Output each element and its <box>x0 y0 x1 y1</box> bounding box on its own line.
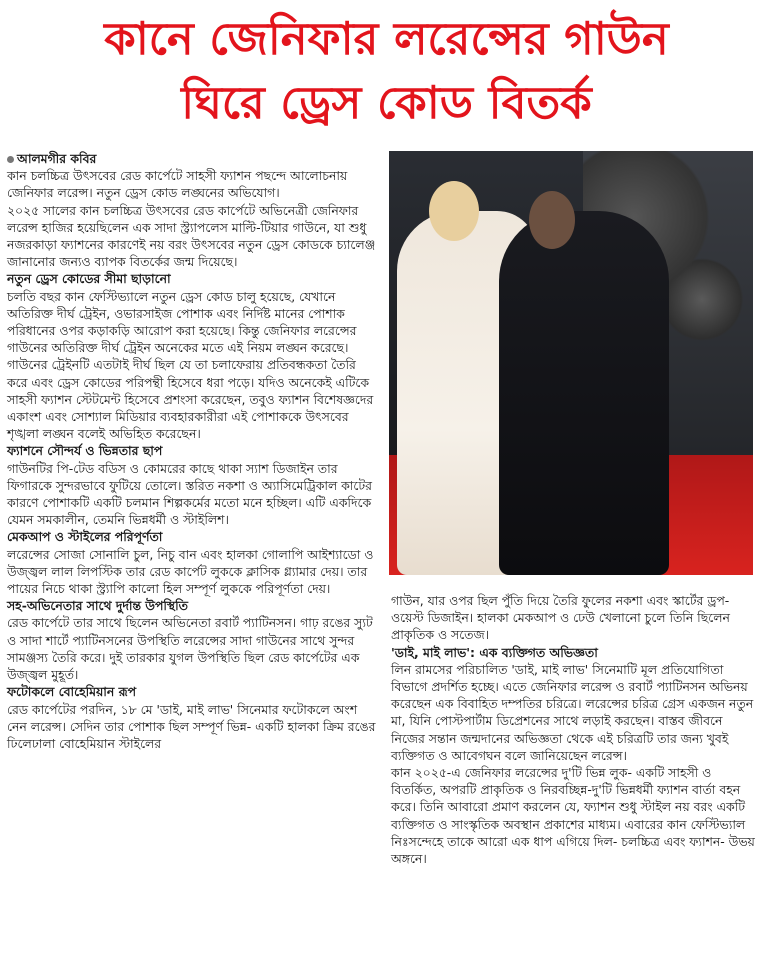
paragraph: চলতি বছর কান ফেস্টিভ্যালে নতুন ড্রেস কোড চালু হয়েছে, যেখানে অতিরিক্ত দীর্ঘ ট্রেইন, ওভারসাইজ পোশাক এবং নির্দিষ্ট মানের পোশাক পরিধানের ওপর কড়াকড়ি আরোপ করা হয়েছে। কিন্তু জেনিফার লরেন্সের গাউনের অতিরিক্ত দীর্ঘ ট্রেইন অনেকের মতে এই নিয়ম লঙ্ঘন করেছে। <box>7 288 357 356</box>
right-column <box>391 592 759 867</box>
headline-line-1: কানে জেনিফার লরেন্সের গাউন <box>104 12 669 65</box>
right-column-body <box>391 592 759 867</box>
paragraph: রেড কার্পেটে তার সাথে ছিলেন অভিনেতা রবার্ট প্যাটিনসন। গাঢ় রঙের স্যুট ও সাদা শার্টে প্যাটিনসনের উপস্থিতি লরেন্সের সাদা গাউনের সাথে সুন্দর সামঞ্জস্য তৈরি করে। দুই তারকার যুগল উপস্থিতি ছিল রেড কার্পেটের এক উজ্জ্বল মুহূর্ত। <box>7 615 373 683</box>
headline-line-2: ঘিরে ড্রেস কোড বিতর্ক <box>181 76 592 129</box>
paragraph: কান ২০২৫-এ জেনিফার লরেন্সের দু'টি ভিন্ন লুক- একটি সাহসী ও বিতর্কিত, অপরটি প্রাকৃতিক ও নিরবচ্ছিন্ন-দু'টি ভিন্নধর্মী ফ্যাশন বার্তা বহন করে। তিনি আবারো প্রমাণ করলেন যে, ফ্যাশন শুধু স্টাইল নয় বরং একটি ব্যক্তিগত ও সাংস্কৃতিক অবস্থান প্রকাশের মাধ্যম। এবারের কান ফেস্টিভ্যাল নিঃসন্দেহে তাকে আরো এক ধাপ এগিয়ে দিল- চলচ্চিত্র এবং ফ্যাশন- উভয় অঙ্গনে। <box>391 765 755 867</box>
paragraph: লিন রামসের পরিচালিত 'ডাই, মাই লাভ' সিনেমাটি মূল প্রতিযোগিতা বিভাগে প্রদর্শিত হচ্ছে। এতে জেনিফার লরেন্স ও রবার্ট প্যাটিনসন অভিনয় করেছেন এক বিবাহিত দম্পতির চরিত্রে। লরেন্সের চরিত্র গ্রেস একজন নতুন মা, যিনি পোস্টপার্টাম ডিপ্রেশনের সাথে লড়াই করছেন। বাস্তব জীবনে নিজের সন্তান জন্মদানের অভিজ্ঞতা থেকে এই চরিত্রটি তার জন্য খুবই ব্যক্তিগত ও আবেগঘন বলে জানিয়েছেন লরেন্স। <box>391 661 754 763</box>
paragraph: ২০২৫ সালের কান চলচ্চিত্র উৎসবের রেড কার্পেটে অভিনেত্রী জেনিফার লরেন্স হাজির হয়েছিলেন এক সাদা স্ট্র্যাপলেস মাল্টি-টিয়ার গাউনে, যা শুধু নজরকাড়া ফ্যাশনের কারণেই নয় বরং উৎসবের নতুন ড্রেস কোডকে চ্যালেঞ্জ জানানোর জন্যও ব্যাপক বিতর্কের জন্ম দিয়েছে। <box>7 202 376 270</box>
left-column-body <box>7 167 379 752</box>
paragraph: কান চলচ্চিত্র উৎসবের রেড কার্পেটে সাহসী ফ্যাশন পছন্দে আলোচনায় জেনিফার লরেন্স। নতুন ড্রেস কোড লঙ্ঘনের অভিযোগ। <box>7 168 348 201</box>
actress-head <box>429 181 479 241</box>
byline <box>7 150 379 167</box>
dark-suit <box>499 211 669 575</box>
article-photo <box>389 151 753 575</box>
paragraph: গাউনের ট্রেইনটি এতটাই দীর্ঘ ছিল যে তা চলাফেরায় প্রতিবন্ধকতা তৈরি করে এবং ড্রেস কোডের পরিপন্থী হিসেবে ধরা পড়ে। যদিও অনেকেই এটিকে সাহসী ফ্যাশন স্টেটমেন্ট হিসেবে প্রশংসা করেছেন, তবুও ফ্যাশন বিশেষজ্ঞদের একাংশ এবং সোশ্যাল মিডিয়ার ব্যবহারকারীরা এই পোশাককে উৎসবের শৃঙ্খলা লঙ্ঘন বলেই অভিহিত করেছেন। <box>7 357 374 442</box>
paragraph: রেড কার্পেটের পরদিন, ১৮ মে 'ডাই, মাই লাভ' সিনেমার ফটোকলে অংশ নেন লরেন্স। সেদিন তার পোশাক ছিল সম্পূর্ণ ভিন্ন- একটি হালকা ক্রিম রঙের ঢিলেঢালা বোহেমিয়ান স্টাইলের <box>7 701 376 751</box>
bullet-icon <box>7 156 14 163</box>
paragraph: লরেন্সের সোজা সোনালি চুল, নিচু বান এবং হালকা গোলাপি আইশ্যাডো ও উজ্জ্বল লাল লিপস্টিক তার রেড কার্পেট লুককে ক্লাসিক গ্ল্যামার দেয়। তার পায়ের নিচে থাকা স্ট্র্যাপি কালো হিল সম্পূর্ণ লুককে পরিপূর্ণতা দেয়। <box>7 546 374 597</box>
subheading: সহ-অভিনেতার সাথে দুর্দান্ত উপস্থিতি <box>7 598 188 614</box>
subheading: ফ্যাশনে সৌন্দর্য ও ভিন্নতার ছাপ <box>7 443 163 459</box>
subheading: 'ডাই, মাই লাভ': এক ব্যক্তিগত অভিজ্ঞতা <box>391 644 598 660</box>
subheading: মেকআপ ও স্টাইলের পরিপূর্ণতা <box>7 529 163 545</box>
left-column <box>7 150 379 752</box>
paragraph: গাউনটির পি-টেড বডিস ও কোমরের কাছে থাকা স্যাশ ডিজাইন তার ফিগারকে সুন্দরভাবে ফুটিয়ে তোলে। স্তরিত নকশা ও অ্যাসিমেট্রিকাল কাটের কারণে পোশাকটি একটি চলমান শিল্পকর্মের মতো মনে হচ্ছিল। এটি একদিকে যেমন সমকালীন, তেমনি ভিন্নধর্মী ও স্টাইলিশ। <box>7 460 372 528</box>
subheading: ফটোকলে বোহেমিয়ান রূপ <box>7 684 137 700</box>
actor-head <box>529 191 575 249</box>
subheading: নতুন ড্রেস কোডের সীমা ছাড়ানো <box>7 271 171 287</box>
author-name: আলমগীর কবির <box>17 151 97 166</box>
paragraph: গাউন, যার ওপর ছিল পুঁতি দিয়ে তৈরি ফুলের নকশা এবং স্কার্টের ড্রপ-ওয়েস্ট ডিজাইন। হালকা মেকআপ ও ঢেউ খেলানো চুলে তিনি ছিলেন প্রাকৃতিক ও সতেজ। <box>391 593 730 643</box>
